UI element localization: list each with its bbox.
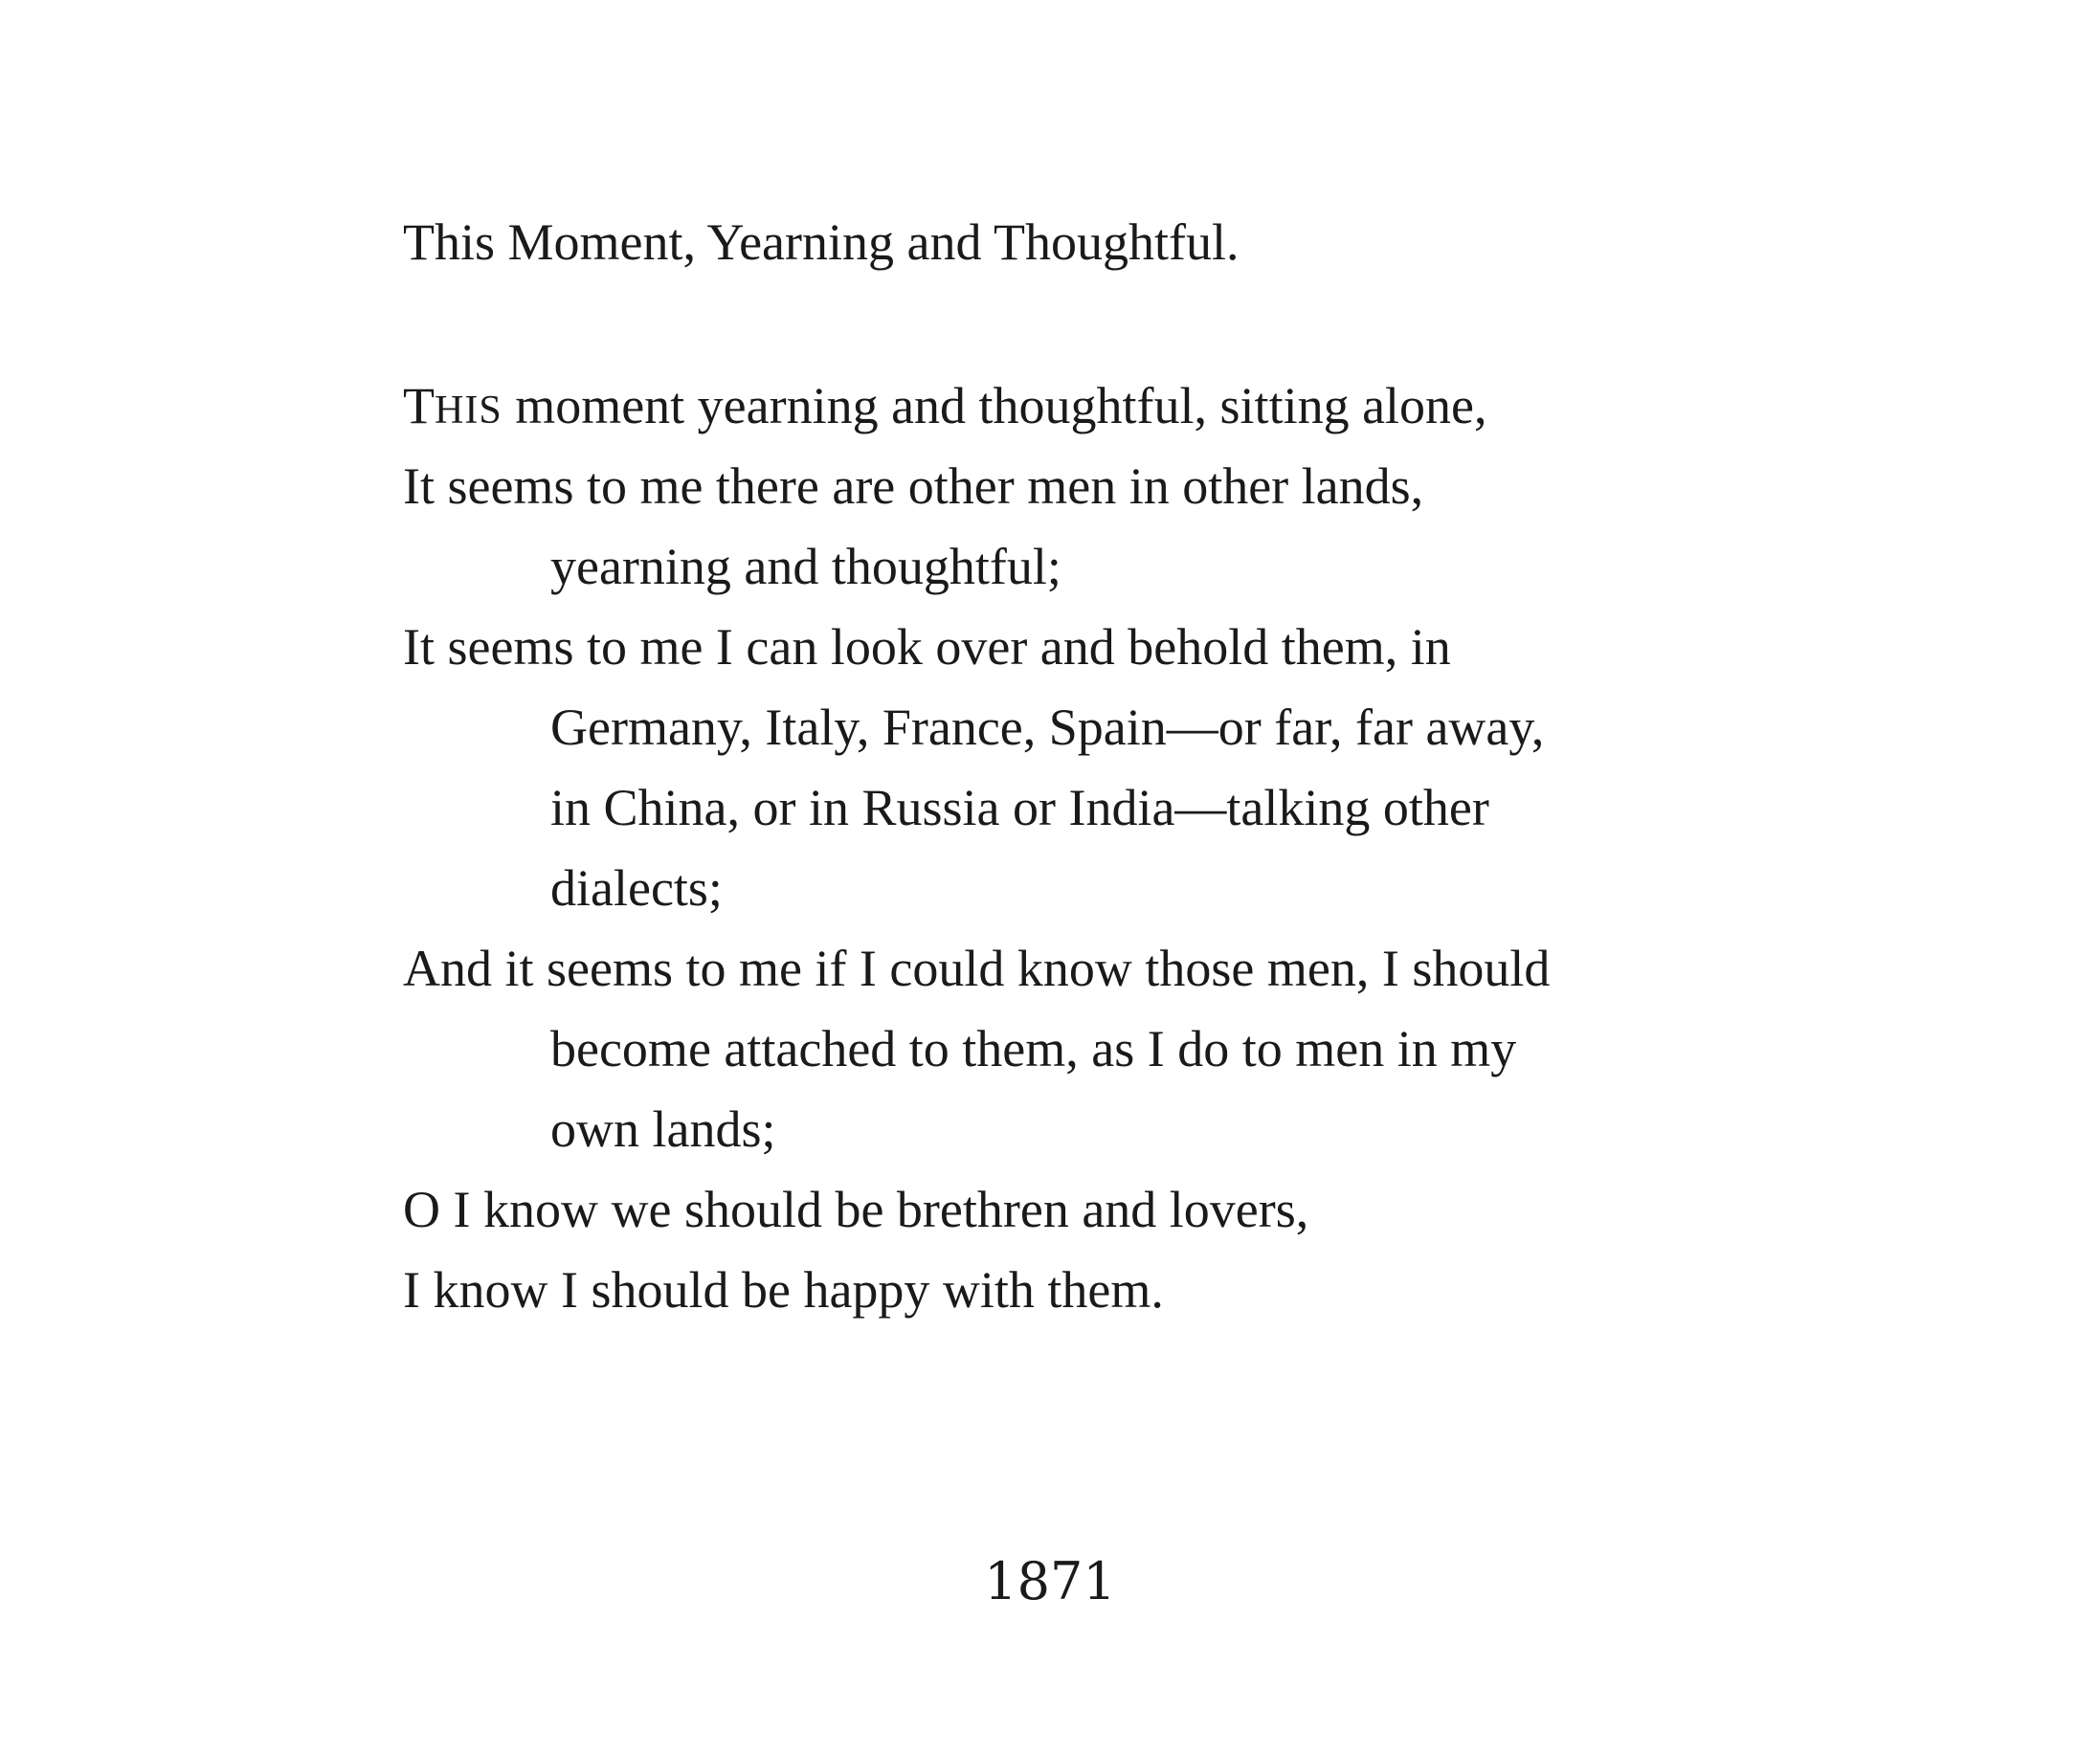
poem-line-10: own lands;: [550, 1100, 776, 1158]
poem-line-11: O I know we should be brethren and lovers,: [403, 1181, 1309, 1238]
poem-line-2: It seems to me there are other men in other lands,: [403, 457, 1424, 515]
first-word-small-caps: HIS: [435, 389, 503, 433]
publication-year: 1871: [984, 1551, 1116, 1611]
poem-line-9: become attached to them, as I do to men in my: [550, 1020, 1517, 1077]
poem-line-12: I know I should be happy with them.: [403, 1261, 1164, 1319]
poem-line-1: [403, 366, 1550, 446]
first-word-capital: T: [403, 377, 435, 434]
poem-body: [403, 366, 1550, 1330]
poem-line-4: It seems to me I can look over and behold them, in: [403, 618, 1451, 676]
poem-line-3: yearning and thoughtful;: [550, 538, 1061, 595]
poem-line-text: moment yearning and thoughtful, sitting alone,: [502, 377, 1487, 434]
poem-line-8: And it seems to me if I could know those men, I should: [403, 940, 1551, 997]
poem-title: This Moment, Yearning and Thoughtful.: [403, 213, 1240, 271]
poem-line-5: Germany, Italy, France, Spain—or far, far away,: [550, 699, 1545, 756]
poem-line-7: dialects;: [550, 859, 723, 917]
poem-line-6: in China, or in Russia or India—talking other: [550, 779, 1489, 836]
